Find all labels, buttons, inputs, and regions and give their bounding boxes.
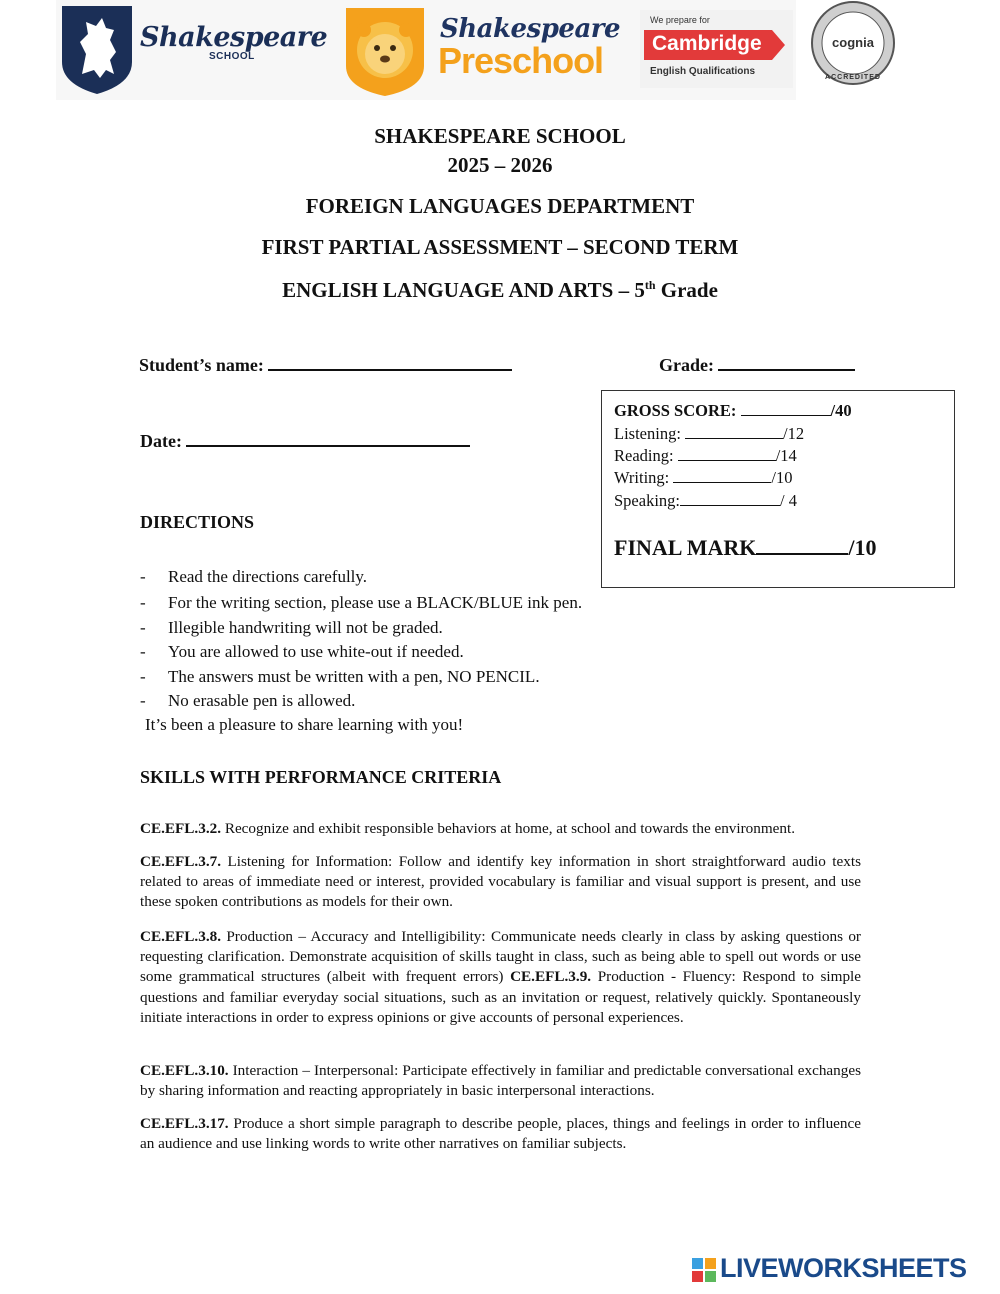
cognia-logo-text: cognia <box>832 35 874 50</box>
liveworksheets-brand: LIVEWORKSHEETS <box>720 1253 967 1283</box>
cambridge-subtext: English Qualifications <box>650 66 756 77</box>
direction-item: - The answers must be written with a pen, NO PENCIL. <box>140 667 540 686</box>
writing-score-blank[interactable] <box>673 481 771 483</box>
closing-message: It’s been a pleasure to share learning with you! <box>145 715 464 734</box>
writing-score-row: Writing: /10 <box>614 468 793 487</box>
direction-item: - For the writing section, please use a BLACK/BLUE ink pen. <box>140 593 583 612</box>
assessment-title: FIRST PARTIAL ASSESSMENT – SECOND TERM <box>261 235 739 259</box>
criterion-paragraph: CE.EFL.3.8. Production – Accuracy and Intelligibility: Communicate needs clearly in class by asking questions or requesting clarification. Demonstrate acquisition of skills taught in class, such as being able to spell out words or use some grammatical structures (albeit with frequent errors) CE.EFL.3.9. Production - Fluency: Respond to simple questions and familiar everyday social situations, such as an invitation or request, relatively quickly. Spontaneously initiate interactions in order to express opinions or give accounts of personal experiences. <box>140 928 862 1026</box>
speaking-score-row: Speaking: / 4 <box>614 491 797 510</box>
direction-item: - Read the directions carefully. <box>140 567 368 586</box>
criterion-paragraph: CE.EFL.3.10. Interaction – Interpersonal: Participate effectively in familiar and predictable conversational exchanges by sharing information and reacting appropriately in basic interpersonal interactions. <box>140 1062 861 1100</box>
school-logo-subtext: SCHOOL <box>209 51 255 62</box>
cognia-accredited-text: ACCREDITED <box>825 74 881 81</box>
preschool-logo-text: Shakespeare <box>440 14 621 44</box>
preschool-logo-word: Preschool <box>438 40 604 81</box>
subject-title: ENGLISH LANGUAGE AND ARTS – 5th Grade <box>282 278 718 302</box>
grade-field[interactable] <box>659 353 855 376</box>
date-label: Date: <box>140 431 182 451</box>
student-name-line[interactable] <box>268 353 512 371</box>
school-logo-text: Shakespeare <box>140 22 328 53</box>
reading-score-row: Reading: /14 <box>614 446 797 465</box>
student-name-field[interactable] <box>139 353 512 376</box>
cambridge-logo-text: Cambridge <box>652 32 762 55</box>
gross-score-blank[interactable] <box>741 414 831 416</box>
criterion-paragraph: CE.EFL.3.17. Produce a short simple paragraph to describe people, places, things and feelings in order to influence an audience and use linking words to write other narratives on familiar subjects. <box>140 1115 862 1153</box>
criterion-paragraph: CE.EFL.3.7. Listening for Information: Follow and identify key information in short straightforward audio texts related to areas of immediate need or interest, provided vocabulary is familiar and visual support is present, and use these spoken contributions as models for their own. <box>140 853 861 911</box>
gross-score-row: GROSS SCORE: /40 <box>614 401 852 420</box>
grade-label: Grade: <box>659 355 714 375</box>
skills-title: SKILLS WITH PERFORMANCE CRITERIA <box>140 767 502 787</box>
criterion-code: CE.EFL.3.2. <box>140 820 222 837</box>
direction-item: - Illegible handwriting will not be graded. <box>140 618 443 637</box>
listening-score-blank[interactable] <box>685 437 783 439</box>
criterion-code: CE.EFL.3.7. <box>140 853 222 870</box>
grade-superscript: th <box>644 278 656 292</box>
speaking-score-blank[interactable] <box>680 504 780 506</box>
student-name-label: Student’s name: <box>139 355 264 375</box>
liveworksheets-logo-icon <box>692 1258 716 1282</box>
final-mark-blank[interactable] <box>756 552 848 555</box>
criterion-code: CE.EFL.3.9. <box>510 968 592 986</box>
department-title: FOREIGN LANGUAGES DEPARTMENT <box>305 194 695 218</box>
direction-item: - You are allowed to use white-out if needed. <box>140 642 464 661</box>
date-field[interactable] <box>140 429 470 452</box>
direction-item: - No erasable pen is allowed. <box>140 691 356 710</box>
cambridge-tagline: We prepare for <box>650 15 710 25</box>
date-line[interactable] <box>186 429 470 447</box>
school-title: SHAKESPEARE SCHOOL <box>374 124 626 148</box>
reading-score-blank[interactable] <box>678 459 776 461</box>
school-year: 2025 – 2026 <box>447 153 553 177</box>
grade-line[interactable] <box>718 353 855 371</box>
shakespeare-shield-logo <box>60 4 134 96</box>
criterion-code: CE.EFL.3.8. <box>140 928 222 945</box>
criterion-code: CE.EFL.3.17. <box>140 1115 229 1132</box>
cognia-accredited-seal <box>810 0 896 86</box>
listening-score-row: Listening: /12 <box>614 424 805 443</box>
preschool-lion-logo <box>342 4 428 98</box>
criterion-code: CE.EFL.3.10. <box>140 1062 229 1079</box>
criterion-paragraph: CE.EFL.3.2. Recognize and exhibit responsible behaviors at home, at school and towards the environment. <box>140 820 796 837</box>
directions-title: DIRECTIONS <box>140 512 255 532</box>
final-mark-row: FINAL MARK /10 <box>614 535 877 560</box>
